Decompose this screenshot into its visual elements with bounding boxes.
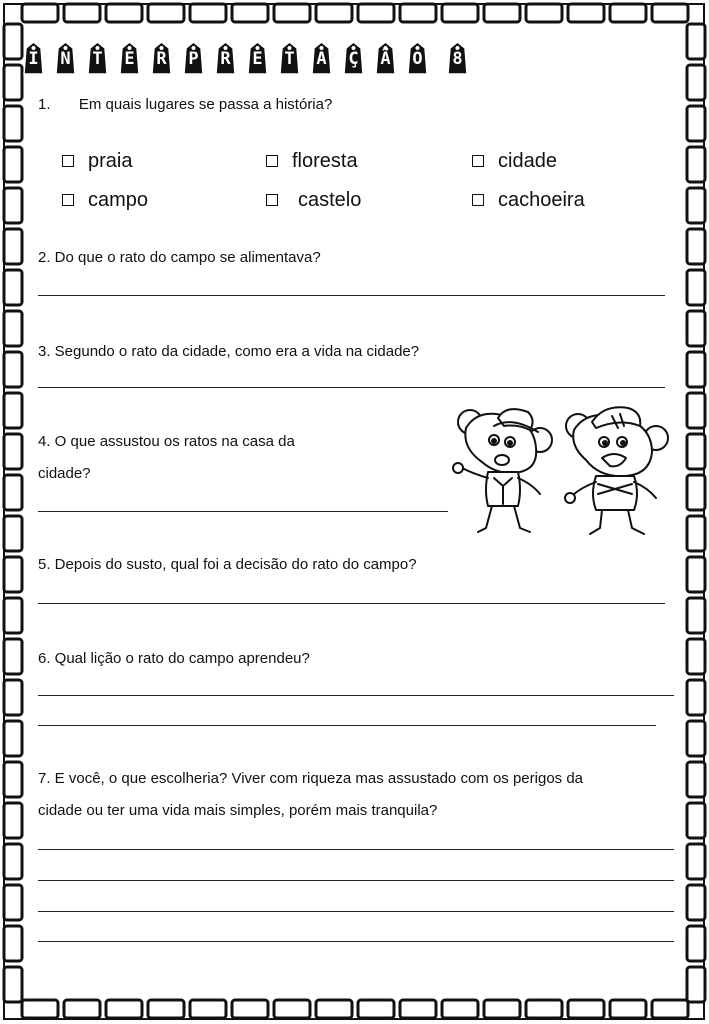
border-segment xyxy=(4,885,22,920)
border-segment xyxy=(4,557,22,592)
option-floresta[interactable]: floresta xyxy=(266,149,358,173)
question-4-line-2: cidade? xyxy=(38,465,91,482)
border-segment xyxy=(687,762,705,797)
title-letter-tag: Ã xyxy=(372,40,399,76)
title-letter-tag: I xyxy=(20,40,47,76)
border-segment xyxy=(687,926,705,961)
question-7-line-2: cidade ou ter uma vida mais simples, porém mais tranquila? xyxy=(38,802,438,819)
border-segment xyxy=(190,4,226,22)
title-letter-tag: T xyxy=(276,40,303,76)
border-segment xyxy=(316,4,352,22)
question-4-line-1: 4. O que assustou os ratos na casa da xyxy=(38,433,295,450)
answer-line[interactable] xyxy=(38,725,656,726)
title-letter-tag: R xyxy=(148,40,175,76)
border-segment xyxy=(358,4,394,22)
border-segment xyxy=(4,147,22,182)
border-segment xyxy=(22,4,58,22)
border-segment xyxy=(400,4,436,22)
border-segment xyxy=(652,4,688,22)
border-segment xyxy=(484,1000,520,1018)
title-letter-tag: A xyxy=(308,40,335,76)
border-segment xyxy=(687,639,705,674)
title-letter-tag: R xyxy=(212,40,239,76)
country-mouse-icon xyxy=(565,407,668,534)
border-segment xyxy=(652,1000,688,1018)
border-segment xyxy=(687,721,705,756)
border-segment xyxy=(106,4,142,22)
border-segment xyxy=(64,1000,100,1018)
border-segment xyxy=(4,352,22,387)
checkbox-icon[interactable] xyxy=(62,194,74,206)
option-cachoeira[interactable]: cachoeira xyxy=(472,188,585,212)
border-segment xyxy=(232,4,268,22)
border-segment xyxy=(400,1000,436,1018)
border-segment xyxy=(687,885,705,920)
answer-line[interactable] xyxy=(38,911,674,912)
page-title xyxy=(20,40,476,76)
border-segment xyxy=(687,557,705,592)
answer-line[interactable] xyxy=(38,880,674,881)
border-segment xyxy=(442,4,478,22)
border-segment xyxy=(4,680,22,715)
border-segment xyxy=(687,598,705,633)
border-segment xyxy=(687,680,705,715)
option-praia[interactable]: praia xyxy=(62,149,132,173)
border-segment xyxy=(4,393,22,428)
title-letter-tag: N xyxy=(52,40,79,76)
border-segment xyxy=(4,844,22,879)
border-segment xyxy=(190,1000,226,1018)
question-1-text: Em quais lugares se passa a história? xyxy=(78,96,333,113)
checkbox-icon[interactable] xyxy=(266,194,278,206)
border-segment xyxy=(4,434,22,469)
border-segment xyxy=(4,967,22,1002)
answer-line[interactable] xyxy=(38,387,665,388)
border-segment xyxy=(687,65,705,100)
border-segment xyxy=(687,106,705,141)
option-cidade[interactable]: cidade xyxy=(472,149,557,173)
border-segment xyxy=(687,967,705,1002)
border-segment xyxy=(106,1000,142,1018)
question-2: 2. Do que o rato do campo se alimentava? xyxy=(38,249,321,266)
question-5: 5. Depois do susto, qual foi a decisão do rato do campo? xyxy=(38,556,417,573)
title-letter-tag: E xyxy=(116,40,143,76)
border-segment xyxy=(568,4,604,22)
border-segment xyxy=(687,147,705,182)
mice-illustration xyxy=(448,398,678,548)
title-letter-tag: 8 xyxy=(444,40,471,76)
border-segment xyxy=(4,106,22,141)
border-segment xyxy=(687,475,705,510)
border-segment xyxy=(687,434,705,469)
option-castelo[interactable]: castelo xyxy=(266,188,361,212)
border-segment xyxy=(274,1000,310,1018)
border-segment xyxy=(4,598,22,633)
border-segment xyxy=(687,844,705,879)
checkbox-icon[interactable] xyxy=(266,155,278,167)
border-segment xyxy=(687,229,705,264)
border-segment xyxy=(148,4,184,22)
border-segment xyxy=(4,188,22,223)
title-letter-tag: T xyxy=(84,40,111,76)
answer-line[interactable] xyxy=(38,695,674,696)
border-segment xyxy=(568,1000,604,1018)
checkbox-icon[interactable] xyxy=(472,155,484,167)
answer-line[interactable] xyxy=(38,603,665,604)
border-segment xyxy=(687,311,705,346)
border-segment xyxy=(4,311,22,346)
title-letter-tag: O xyxy=(404,40,431,76)
border-segment xyxy=(4,721,22,756)
border-segment xyxy=(4,926,22,961)
question-3: 3. Segundo o rato da cidade, como era a vida na cidade? xyxy=(38,343,420,360)
title-letter-tag: P xyxy=(180,40,207,76)
border-segment xyxy=(687,352,705,387)
border-segment xyxy=(687,270,705,305)
border-segment xyxy=(610,4,646,22)
border-segment xyxy=(4,270,22,305)
border-segment xyxy=(274,4,310,22)
border-segment xyxy=(687,24,705,59)
border-segment xyxy=(484,4,520,22)
option-campo[interactable]: campo xyxy=(62,188,148,212)
answer-line[interactable] xyxy=(38,295,665,296)
border-segment xyxy=(610,1000,646,1018)
border-segment xyxy=(358,1000,394,1018)
answer-line[interactable] xyxy=(38,511,448,512)
question-7-line-1: 7. E você, o que escolheria? Viver com riqueza mas assustado com os perigos da xyxy=(38,770,584,787)
border-segment xyxy=(687,516,705,551)
border-segment xyxy=(148,1000,184,1018)
border-segment xyxy=(4,516,22,551)
border-segment xyxy=(316,1000,352,1018)
border-segment xyxy=(22,1000,58,1018)
border-segment xyxy=(4,229,22,264)
border-segment xyxy=(232,1000,268,1018)
question-1-number: 1. xyxy=(38,96,51,113)
answer-line[interactable] xyxy=(38,941,674,942)
city-mouse-icon xyxy=(453,409,552,532)
border-segment xyxy=(526,4,562,22)
border-segment xyxy=(526,1000,562,1018)
border-segment xyxy=(4,639,22,674)
border-segment xyxy=(4,762,22,797)
border-segment xyxy=(442,1000,478,1018)
border-segment xyxy=(687,188,705,223)
border-segment xyxy=(64,4,100,22)
answer-line[interactable] xyxy=(38,849,674,850)
border-segment xyxy=(4,475,22,510)
title-letter-tag: Ç xyxy=(340,40,367,76)
border-segment xyxy=(4,803,22,838)
question-1 xyxy=(38,95,332,115)
border-segment xyxy=(687,393,705,428)
checkbox-icon[interactable] xyxy=(472,194,484,206)
question-6: 6. Qual lição o rato do campo aprendeu? xyxy=(38,650,310,667)
border-segment xyxy=(687,803,705,838)
title-letter-tag: E xyxy=(244,40,271,76)
checkbox-icon[interactable] xyxy=(62,155,74,167)
